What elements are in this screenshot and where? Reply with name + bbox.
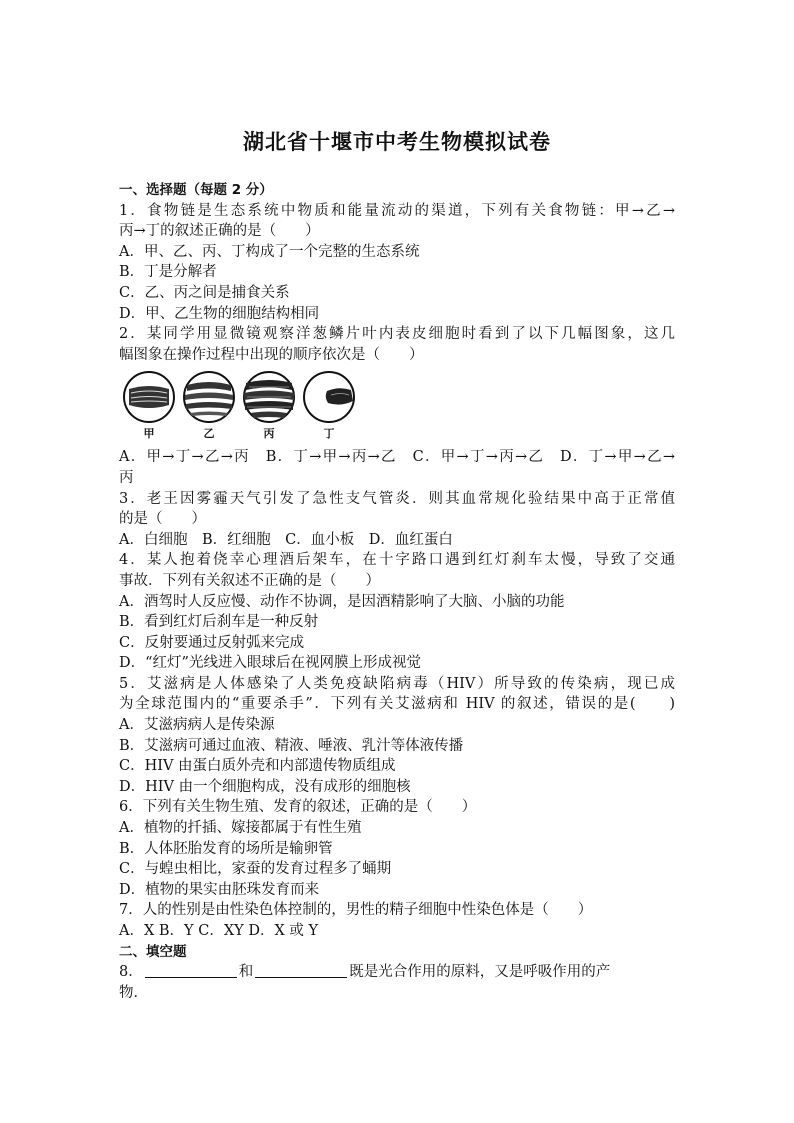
q7-options: A．X B．Y C．XY D．X 或 Y: [119, 923, 319, 939]
q2-stem-line2: 幅图象在操作过程中出现的顺序依次是（ ）: [119, 346, 424, 363]
q8-blank-2[interactable]: [255, 963, 347, 978]
q1-option-b: B．丁是分解者: [119, 264, 217, 281]
q5-stem-line2: 为全球范围内的“重要杀手”．下列有关艾滋病和 HIV 的叙述，错误的是( ): [119, 696, 675, 713]
q1-stem-line1: 1．食物链是生态系统中物质和能量流动的渠道，下列有关食物链：甲→乙→: [119, 202, 675, 219]
microscope-view-yi-image: [181, 371, 237, 427]
q8-blank-1[interactable]: [145, 963, 237, 978]
q1-option-a: A．甲、乙、丙、丁构成了一个完整的生态系统: [119, 243, 420, 260]
q7-stem: 7．人的性别是由性染色体控制的，男性的精子细胞中性染色体是（ ）: [119, 902, 593, 919]
figure-label-yi: 乙: [203, 427, 215, 441]
q8-rest: 既是光合作用的原料，又是呼吸作用的产: [349, 964, 611, 981]
microscope-view-yi: [181, 371, 237, 441]
section-heading-fill: 二、填空题: [119, 943, 187, 960]
q4-stem-line1: 4．某人抱着侥幸心理酒后架车，在十字路口遇到红灯刹车太慢，导致了交通: [119, 552, 675, 569]
q1-option-d: D．甲、乙生物的细胞结构相同: [119, 305, 320, 322]
microscope-view-ding-image: [301, 371, 357, 427]
q4-option-c: C．反射要通过反射弧来完成: [119, 634, 305, 651]
q6-option-b: B．人体胚胎发育的场所是输卵管: [119, 840, 333, 857]
q4-option-b: B．看到红灯后刹车是一种反射: [119, 614, 319, 631]
q4-option-a: A．酒驾时人反应慢、动作不协调，是因酒精影响了大脑、小脑的功能: [119, 593, 565, 610]
q6-option-c: C．与蝗虫相比，家蚕的发育过程多了蛹期: [119, 861, 392, 878]
q4-option-d: D．“红灯”光线进入眼球后在视网膜上形成视觉: [119, 655, 421, 672]
microscope-view-ding: [301, 371, 357, 441]
q8-number: 8．: [119, 964, 143, 981]
q5-option-c: C．HIV 由蛋白质外壳和内部遗传物质组成: [119, 758, 396, 775]
q3-options: A．白细胞 B．红细胞 C．血小板 D．血红蛋白: [119, 531, 453, 548]
q5-option-b: B．艾滋病可通过血液、精液、唾液、乳汁等体液传播: [119, 737, 464, 754]
microscope-view-bing-image: [241, 371, 297, 427]
q8-line1: [119, 962, 675, 983]
q6-option-a: A．植物的扦插、嫁接都属于有性生殖: [119, 820, 362, 837]
microscope-view-jia-image: [121, 371, 177, 427]
microscope-figure: [119, 371, 675, 441]
microscope-view-bing: [241, 371, 297, 441]
q2-stem-line1: 2．某同学用显微镜观察洋葱鳞片叶内表皮细胞时看到了以下几幅图象，这几: [119, 326, 675, 343]
q6-option-d: D．植物的果实由胚珠发育而来: [119, 881, 320, 898]
q2-options-line2: 丙: [119, 469, 134, 486]
figure-label-bing: 丙: [263, 427, 275, 441]
q5-option-a: A．艾滋病病人是传染源: [119, 717, 275, 734]
microscope-view-jia: [121, 371, 177, 441]
exam-content: [119, 180, 675, 1003]
q3-stem-line2: 的是（ ）: [119, 511, 206, 528]
q5-stem-line1: 5．艾滋病是人体感染了人类免疫缺陷病毒（HIV）所导致的传染病，现已成: [119, 675, 675, 692]
page-title: 湖北省十堰市中考生物模拟试卷: [243, 130, 551, 154]
q8-line2: 物．: [119, 984, 148, 1001]
q4-stem-line2: 事故．下列有关叙述不正确的是（ ）: [119, 572, 380, 589]
q3-stem-line1: 3．老王因雾霾天气引发了急性支气管炎．则其血常规化验结果中高于正常值: [119, 490, 675, 507]
figure-label-jia: 甲: [143, 427, 155, 441]
q2-options-line1: A．甲→丁→乙→丙 B．丁→甲→丙→乙 C．甲→丁→丙→乙 D．丁→甲→乙→: [119, 449, 675, 466]
q8-and: 和: [238, 964, 254, 981]
section-heading-choice: 一、选择题（每题 2 分）: [119, 182, 273, 198]
figure-label-ding: 丁: [323, 427, 335, 441]
q1-option-c: C．乙、丙之间是捕食关系: [119, 284, 290, 301]
q5-option-d: D．HIV 由一个细胞构成，没有成形的细胞核: [119, 778, 411, 795]
q1-stem-line2: 丙→丁的叙述正确的是（ ）: [119, 223, 320, 240]
q6-stem: 6．下列有关生物生殖、发育的叙述，正确的是（ ）: [119, 799, 477, 816]
